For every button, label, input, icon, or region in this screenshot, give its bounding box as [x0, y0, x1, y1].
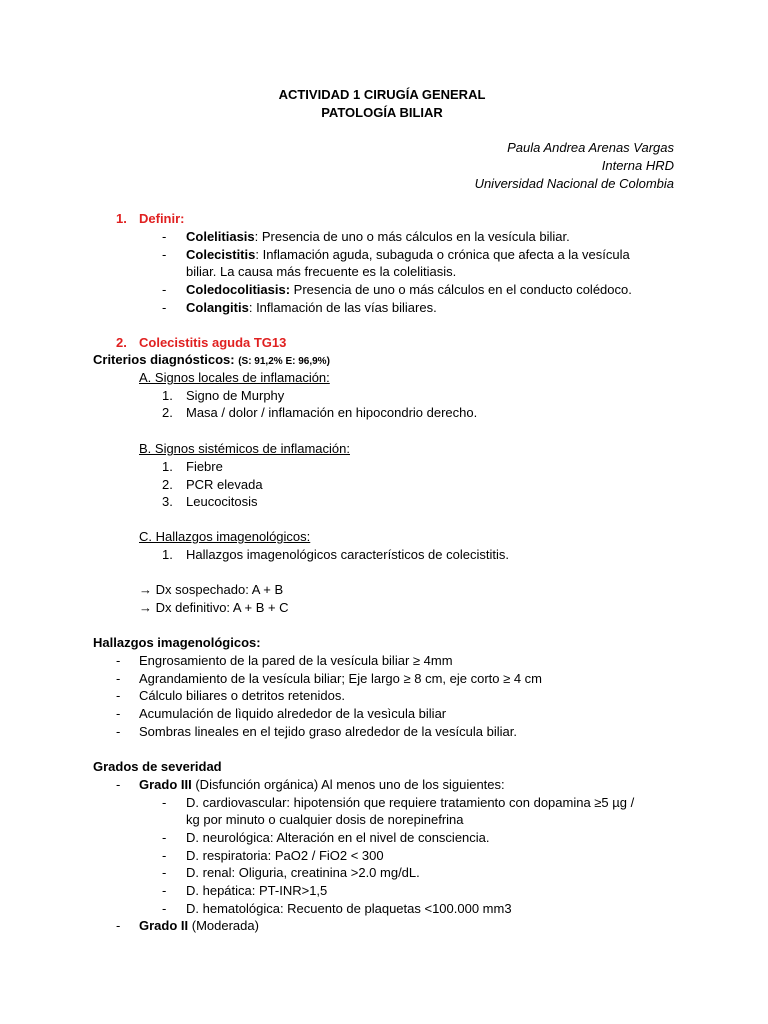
grade-3-item: D. neurológica: Alteración en el nivel de consciencia. — [186, 830, 490, 845]
grade-3-item: D. hepática: PT-INR>1,5 — [186, 883, 328, 898]
dx-definitive: → Dx definitivo: A + B + C — [139, 600, 289, 615]
author-university: Universidad Nacional de Colombia — [474, 176, 674, 191]
section1-number: 1. — [116, 211, 127, 226]
list-number: 1. — [162, 459, 173, 474]
group-b-item: Fiebre — [186, 459, 223, 474]
severity-heading: Grados de severidad — [93, 759, 222, 774]
list-dash: - — [162, 247, 167, 262]
list-dash: - — [162, 795, 167, 810]
section1-title: Definir: — [139, 211, 185, 226]
grade-3-item: D. hematológica: Recuento de plaquetas <100.000 mm3 — [186, 901, 512, 916]
grade-2: Grado II (Moderada) — [139, 918, 259, 933]
imaging-heading: Hallazgos imagenológicos: — [93, 635, 261, 650]
grade-3-item: D. respiratoria: PaO2 / FiO2 < 300 — [186, 848, 384, 863]
list-number: 1. — [162, 547, 173, 562]
list-dash: - — [162, 848, 167, 863]
list-dash: - — [116, 724, 121, 739]
author-name: Paula Andrea Arenas Vargas — [507, 140, 674, 155]
list-dash: - — [116, 777, 121, 792]
list-dash: - — [162, 282, 167, 297]
document-subtitle: PATOLOGÍA BILIAR — [321, 105, 443, 120]
imaging-item: Acumulación de lìquido alrededor de la vesìcula biliar — [139, 706, 447, 721]
list-dash: - — [162, 830, 167, 845]
definition-colangitis: Colangitis: Inflamación de las vías biliares. — [186, 300, 437, 315]
section2-title: Colecistitis aguda TG13 — [139, 335, 287, 350]
list-dash: - — [162, 901, 167, 916]
definition-colecistitis-cont: biliar. La causa más frecuente es la colelitiasis. — [186, 264, 457, 279]
list-dash: - — [162, 229, 167, 244]
imaging-item: Cálculo biliares o detritos retenidos. — [139, 688, 345, 703]
grade-3: Grado III (Disfunción orgánica) Al menos uno de los siguientes: — [139, 777, 505, 792]
group-b-title: B. Signos sistémicos de inflamación: — [139, 441, 350, 456]
list-number: 2. — [162, 477, 173, 492]
list-dash: - — [162, 865, 167, 880]
criteria-heading: Criterios diagnósticos: (S: 91,2% E: 96,9%) — [93, 352, 330, 367]
imaging-item: Agrandamiento de la vesícula biliar; Eje largo ≥ 8 cm, eje corto ≥ 4 cm — [139, 671, 543, 686]
grade-3-item: D. cardiovascular: hipotensión que requiere tratamiento con dopamina ≥5 µg / — [186, 795, 635, 810]
section2-number: 2. — [116, 335, 127, 350]
group-a-item: Signo de Murphy — [186, 388, 285, 403]
list-dash: - — [116, 671, 121, 686]
group-b-item: PCR elevada — [186, 477, 263, 492]
definition-coledocolitiasis: Coledocolitiasis: Presencia de uno o más cálculos en el conducto colédoco. — [186, 282, 632, 297]
grade-3-item-cont: kg por minuto o cualquier dosis de norepinefrina — [186, 812, 464, 827]
group-b-item: Leucocitosis — [186, 494, 258, 509]
group-a-title: A. Signos locales de inflamación: — [139, 370, 330, 385]
list-dash: - — [116, 918, 121, 933]
list-number: 3. — [162, 494, 173, 509]
list-dash: - — [116, 653, 121, 668]
list-dash: - — [116, 706, 121, 721]
document-title: ACTIVIDAD 1 CIRUGÍA GENERAL — [278, 87, 486, 102]
imaging-item: Sombras lineales en el tejido graso alrededor de la vesícula biliar. — [139, 724, 517, 739]
list-number: 2. — [162, 405, 173, 420]
dx-suspected: → Dx sospechado: A + B — [139, 582, 284, 597]
definition-colecistitis: Colecistitis: Inflamación aguda, subaguda o crónica que afecta a la vesícula — [186, 247, 630, 262]
group-c-title: C. Hallazgos imagenológicos: — [139, 529, 311, 544]
list-dash: - — [116, 688, 121, 703]
group-c-item: Hallazgos imagenológicos característicos de colecistitis. — [186, 547, 509, 562]
list-dash: - — [162, 300, 167, 315]
group-a-item: Masa / dolor / inflamación en hipocondrio derecho. — [186, 405, 478, 420]
list-dash: - — [162, 883, 167, 898]
author-role: Interna HRD — [601, 158, 674, 173]
imaging-item: Engrosamiento de la pared de la vesícula biliar ≥ 4mm — [139, 653, 453, 668]
list-number: 1. — [162, 388, 173, 403]
definition-colelitiasis: Colelitiasis: Presencia de uno o más cálculos en la vesícula biliar. — [186, 229, 570, 244]
grade-3-item: D. renal: Oliguria, creatinina >2.0 mg/dL. — [186, 865, 420, 880]
